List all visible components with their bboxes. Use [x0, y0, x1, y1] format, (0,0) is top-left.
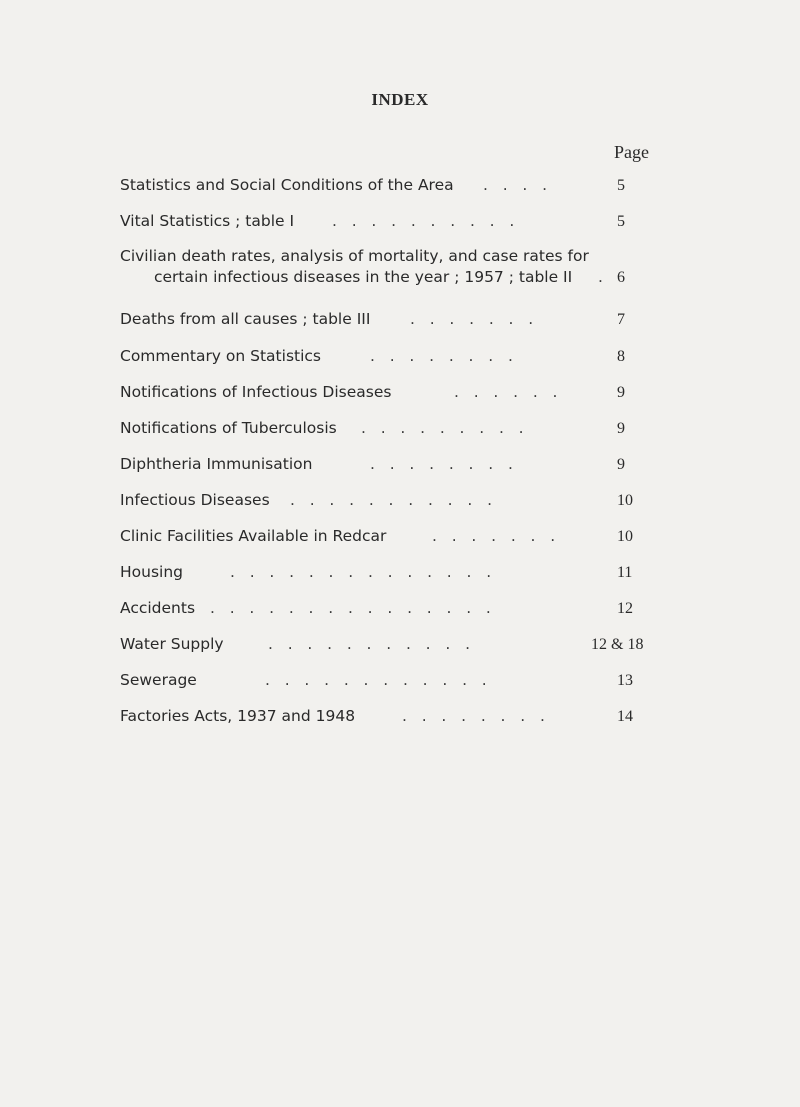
entry-page: 12 — [617, 600, 633, 617]
entry-page: 13 — [617, 672, 633, 689]
entry-title: Sewerage — [120, 671, 197, 689]
leader-dots: . . . . . . — [454, 383, 558, 401]
entry-title-continued: certain infectious diseases in the year ; 1957 ; table II — [154, 268, 573, 286]
leader-dots: . . . . — [483, 176, 548, 194]
index-entry — [120, 670, 650, 691]
leader-dots: . . . . . . . — [432, 527, 556, 545]
entry-page: 8 — [617, 348, 625, 365]
leader-dots: . . . . . . . . . . . . — [265, 671, 487, 689]
entry-page: 14 — [617, 708, 633, 725]
index-entry — [120, 490, 650, 511]
entry-page: 9 — [617, 456, 625, 473]
entry-page: 5 — [617, 213, 625, 230]
entry-page: 9 — [617, 384, 625, 401]
page-column-header: Page — [614, 142, 649, 162]
index-entry — [120, 526, 650, 547]
index-entry — [120, 346, 650, 367]
entry-title: Vital Statistics ; table I — [120, 212, 295, 230]
entry-title: Infectious Diseases — [120, 491, 270, 509]
leader-dots: . . . . . . . . . . . — [290, 491, 493, 509]
entry-title: Deaths from all causes ; table III — [120, 310, 371, 328]
leader-dots: . . . . . . . . . . . — [268, 635, 471, 653]
entry-page: 9 — [617, 420, 625, 437]
entry-page: 12 & 18 — [591, 636, 644, 653]
entry-page: 11 — [617, 564, 633, 581]
index-entry — [120, 211, 650, 232]
entry-title: Water Supply — [120, 635, 224, 653]
entry-title: Commentary on Statistics — [120, 347, 322, 365]
entry-title: Diphtheria Immunisation — [120, 455, 313, 473]
leader-dots: . . . . . . . . — [370, 455, 513, 473]
index-entry — [120, 418, 650, 439]
leader-dots: . . . . . . . . . . . . . . — [230, 563, 492, 581]
entry-title: Notifications of Tuberculosis — [120, 419, 337, 437]
entry-page: 5 — [617, 177, 625, 194]
entry-title: Notifications of Infectious Diseases — [120, 383, 392, 401]
entry-page: 7 — [617, 311, 625, 328]
leader-dots: . — [598, 268, 603, 286]
index-entry — [120, 175, 650, 196]
entry-page: 10 — [617, 492, 633, 509]
index-entry — [120, 562, 650, 583]
entry-title: Accidents — [120, 599, 196, 617]
entry-title: Factories Acts, 1937 and 1948 — [120, 707, 356, 725]
leader-dots: . . . . . . . . . . . . . . . — [210, 599, 491, 617]
index-entry — [120, 706, 650, 727]
index-entry — [120, 598, 650, 619]
page-title: INDEX — [371, 90, 429, 109]
entry-page: 10 — [617, 528, 633, 545]
entry-page: 6 — [617, 269, 625, 286]
index-entry — [120, 309, 650, 330]
entry-title: Civilian death rates, analysis of mortality, and case rates for — [120, 247, 589, 265]
leader-dots: . . . . . . . — [410, 310, 534, 328]
index-entry — [120, 382, 650, 403]
index-entry — [120, 246, 650, 288]
index-entry — [120, 454, 650, 475]
leader-dots: . . . . . . . . . — [361, 419, 524, 437]
index-entry — [120, 634, 650, 655]
leader-dots: . . . . . . . . — [402, 707, 545, 725]
leader-dots: . . . . . . . . — [370, 347, 513, 365]
entry-title: Housing — [120, 563, 184, 581]
leader-dots: . . . . . . . . . . — [332, 212, 515, 230]
entry-title: Clinic Facilities Available in Redcar — [120, 527, 387, 545]
entry-title: Statistics and Social Conditions of the Area — [120, 176, 454, 194]
